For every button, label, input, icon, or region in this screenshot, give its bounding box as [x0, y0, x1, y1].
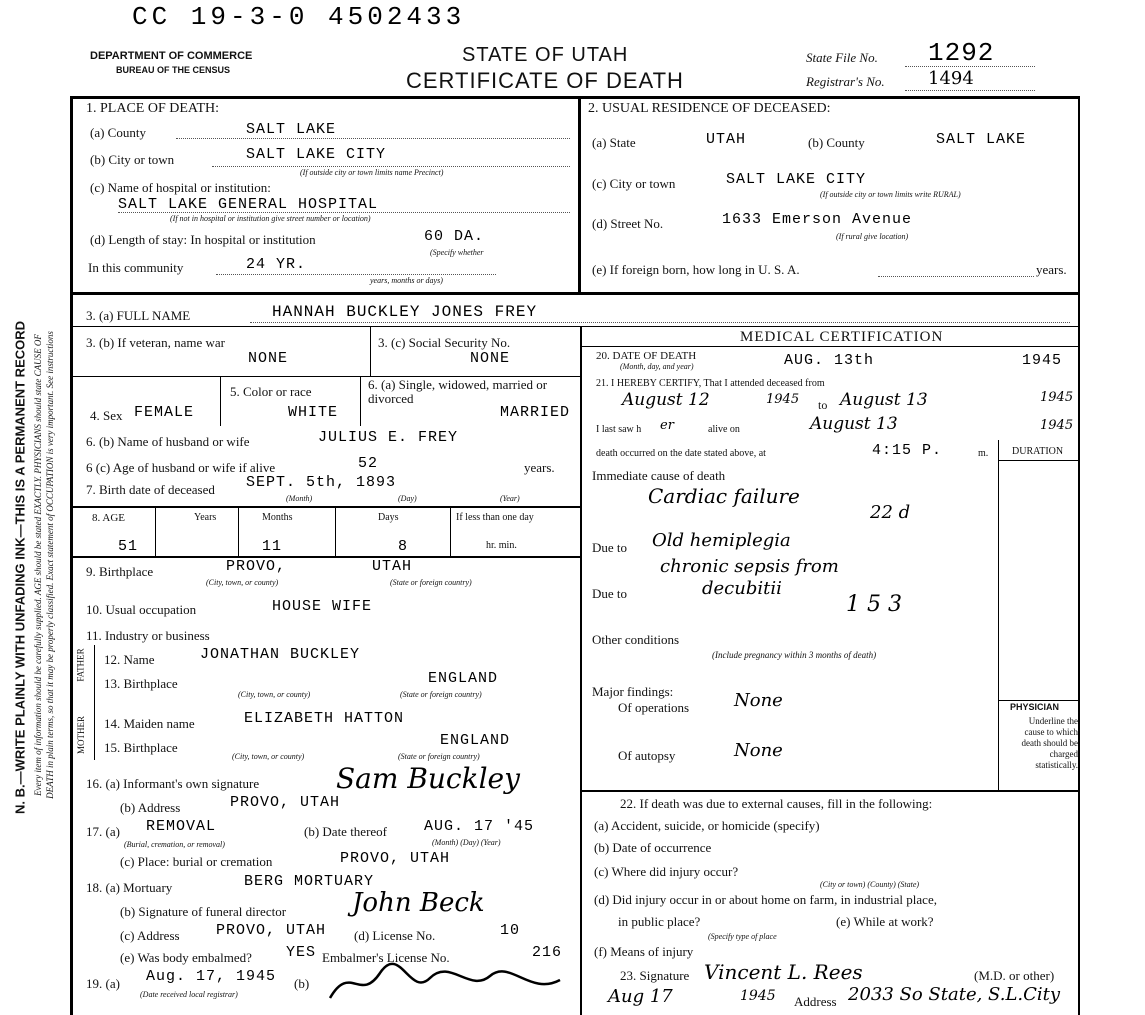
age-years-value: 51: [118, 538, 139, 555]
state-file-label: State File No.: [806, 50, 878, 65]
mother-name-value: ELIZABETH HATTON: [244, 710, 405, 727]
received-label: 19. (a): [86, 976, 120, 991]
external-causes-top: [580, 790, 1080, 792]
due-to-1-value-b: chronic sepsis from: [660, 556, 839, 577]
informant-address-label: (b) Address: [120, 800, 181, 815]
death-city-value: SALT LAKE CITY: [246, 146, 387, 163]
margin-notice-line-2: Every item of information should be carefully supplied. AGE should be stated EXACTLY. PHYSICIANS should state CAUSE OF: [33, 334, 43, 796]
last-saw-value: August 13: [810, 414, 898, 434]
parents-bracket: [94, 645, 95, 760]
father-birth-city-note: (City, town, or county): [238, 690, 311, 699]
sex-label: 4. Sex: [90, 408, 123, 423]
res-city-value: SALT LAKE CITY: [726, 171, 867, 188]
hospital-value: SALT LAKE GENERAL HOSPITAL: [118, 196, 379, 213]
res-street-value: 1633 Emerson Avenue: [722, 211, 913, 228]
community-note: years, months or days): [370, 276, 443, 285]
residence-heading: 2. USUAL RESIDENCE OF DECEASED:: [588, 101, 831, 116]
vertical-3b3c: [370, 326, 371, 376]
birthplace-label: 9. Birthplace: [86, 564, 154, 579]
informant-address-value: PROVO, UTAH: [230, 794, 341, 811]
occupation-label: 10. Usual occupation: [86, 602, 197, 617]
major-findings-label: Major findings:: [592, 684, 674, 699]
occupation-value: HOUSE WIFE: [272, 598, 373, 615]
external-d-note: (Specify type of place: [708, 932, 777, 941]
burial-place-value: PROVO, UTAH: [340, 850, 451, 867]
last-saw-pronoun: er: [660, 418, 674, 433]
mother-birth-label: 15. Birthplace: [104, 740, 178, 755]
physician-sig-year: 1945: [740, 988, 776, 1004]
mother-birth-state-note: (State or foreign country): [398, 752, 480, 761]
birth-month-note: (Month): [286, 494, 313, 503]
state-file-line: [905, 66, 1035, 67]
sex-value: FEMALE: [134, 404, 195, 421]
full-name-line: [250, 322, 1070, 323]
operations-label: Of operations: [618, 700, 690, 715]
full-name-label: 3. (a) FULL NAME: [86, 308, 191, 323]
last-saw-year: 1945: [1040, 418, 1074, 433]
dod-value: AUG. 13th: [784, 352, 875, 369]
physician-address-label: Address: [794, 994, 837, 1009]
death-time-value: 4:15 P.: [872, 442, 943, 459]
stay-note: (Specify whether: [430, 248, 484, 257]
medical-heading: MEDICAL CERTIFICATION: [740, 329, 944, 345]
veteran-value: NONE: [248, 350, 289, 367]
external-e: (e) While at work?: [836, 914, 934, 929]
dod-note: (Month, day, and year): [620, 362, 694, 371]
immediate-cause-label: Immediate cause of death: [592, 468, 726, 483]
age-col-4: [450, 506, 451, 556]
external-a: (a) Accident, suicide, or homicide (specify): [594, 818, 820, 833]
stamped-file-number: CC 19-3-0 4502433: [132, 2, 466, 32]
spouse-label: 6. (b) Name of husband or wife: [86, 434, 250, 449]
industry-label: 11. Industry or business: [86, 628, 210, 643]
burial-place-label: (c) Place: burial or cremation: [120, 854, 273, 869]
dod-label: 20. DATE OF DEATH: [596, 350, 697, 362]
attended-from-year: 1945: [766, 392, 800, 407]
full-name-value: HANNAH BUCKLEY JONES FREY: [272, 303, 538, 321]
registrar-signature-scribble: [320, 958, 570, 1008]
received-value: Aug. 17, 1945: [146, 968, 277, 985]
community-label: In this community: [88, 260, 184, 275]
physician-box-top: [998, 700, 1078, 701]
birthplace-city-value: PROVO,: [226, 558, 287, 575]
age-col-1: [155, 506, 156, 556]
birth-date-value: SEPT. 5th, 1893: [246, 474, 397, 491]
birthplace-city-note: (City, town, or county): [206, 578, 279, 587]
duration-col: [998, 440, 999, 790]
res-city-note: (If outside city or town limits write RURAL): [820, 190, 961, 199]
birthplace-state-value: UTAH: [372, 558, 413, 575]
state-heading: STATE OF UTAH: [462, 44, 629, 66]
md-label: (M.D. or other): [974, 968, 1055, 983]
duration-1: 22 d: [870, 502, 911, 523]
informant-signature: Sam Buckley: [336, 762, 520, 795]
registrar-sig-label: (b): [294, 976, 310, 991]
state-file-number: 1292: [928, 38, 995, 68]
duration-head-bottom: [998, 460, 1078, 461]
marital-label: 6. (a) Single, widowed, married or divorced: [368, 377, 548, 406]
disposition-date-label: (b) Date thereof: [304, 824, 388, 839]
embalmer-label: Embalmer's License No.: [322, 950, 450, 965]
res-foreign-suffix: years.: [1036, 262, 1067, 277]
informant-sig-label: 16. (a) Informant's own signature: [86, 776, 260, 791]
mortuary-value: BERG MORTUARY: [244, 873, 375, 890]
registrar-number: 1494: [928, 68, 974, 89]
spouse-age-suffix: years.: [524, 460, 555, 475]
director-sig-label: (b) Signature of funeral director: [120, 904, 287, 919]
frame-middle-lower: [580, 326, 582, 1015]
father-birth-state-note: (State or foreign country): [400, 690, 482, 699]
father-tag: FATHER: [75, 648, 86, 682]
mother-name-label: 14. Maiden name: [104, 716, 195, 731]
death-city-note: (If outside city or town limits name Precinct): [300, 168, 444, 177]
physician-note: Underline the cause to which death should be charged statistically.: [1021, 716, 1078, 770]
spouse-value: JULIUS E. FREY: [318, 429, 459, 446]
other-conditions-label: Other conditions: [592, 632, 680, 647]
attended-to-year: 1945: [1040, 390, 1074, 405]
to-label: to: [818, 398, 828, 412]
frame-right: [1078, 96, 1080, 1015]
margin-notice-line-3: DEATH in plain terms, so that it may be properly classified. Exact statement of OCCUPATION is very important. See instructions: [45, 331, 55, 799]
registrar-line: [905, 90, 1035, 91]
embalmed-value: YES: [286, 944, 317, 961]
frame-section-break: [70, 292, 1080, 295]
death-county-line: [176, 138, 570, 139]
age-hr-min: hr. min.: [486, 540, 517, 551]
received-note: (Date received local registrar): [140, 990, 238, 999]
age-col-less-day: If less than one day: [456, 512, 534, 523]
due-to-2-value: decubitii: [702, 578, 782, 599]
other-conditions-note: (Include pregnancy within 3 months of death): [712, 650, 877, 660]
disposition-date-value: AUG. 17 '45: [424, 818, 535, 835]
autopsy-label: Of autopsy: [618, 748, 676, 763]
marital-value: MARRIED: [500, 404, 571, 421]
stay-label: (d) Length of stay: In hospital or institution: [90, 232, 316, 247]
father-name-label: 12. Name: [104, 652, 155, 667]
external-d: (d) Did injury occur in or about home on farm, in industrial place,: [594, 892, 937, 907]
physician-signature: Vincent L. Rees: [704, 960, 863, 984]
birth-day-note: (Day): [398, 494, 417, 503]
mother-tag: MOTHER: [76, 716, 86, 754]
attended-from: August 12: [622, 390, 710, 410]
name-row-bottom: [70, 326, 1080, 327]
frame-top: [70, 96, 1080, 99]
external-c-note: (City or town) (County) (State): [820, 880, 920, 889]
res-state-value: UTAH: [706, 131, 747, 148]
margin-notice: [0, 0, 80, 1015]
death-city-line: [212, 166, 570, 167]
age-months-value: 11: [262, 538, 283, 555]
father-name-value: JONATHAN BUCKLEY: [200, 646, 361, 663]
attended-to: August 13: [840, 390, 928, 410]
res-foreign-line: [878, 276, 1034, 277]
age-col-years: Years: [194, 512, 217, 523]
external-d2: in public place?: [618, 914, 701, 929]
ssn-label: 3. (c) Social Security No.: [378, 335, 511, 350]
place-of-death-heading: 1. PLACE OF DEATH:: [86, 101, 220, 116]
department-label: DEPARTMENT OF COMMERCE: [90, 50, 253, 62]
res-city-label: (c) City or town: [592, 176, 676, 191]
veteran-label: 3. (b) If veteran, name war: [86, 335, 225, 350]
disposition-note: (Burial, cremation, or removal): [124, 840, 225, 849]
physician-sig-label: 23. Signature: [620, 968, 690, 983]
mortuary-address-label: (c) Address: [120, 928, 180, 943]
frame-middle-top: [578, 96, 581, 292]
hospital-note: (If not in hospital or institution give street number or location): [170, 214, 371, 223]
birthplace-state-note: (State or foreign country): [390, 578, 472, 587]
mortuary-address-value: PROVO, UTAH: [216, 922, 327, 939]
age-col-3: [335, 506, 336, 556]
last-saw-label: I last saw h: [596, 424, 642, 435]
community-value: 24 YR.: [246, 256, 307, 273]
duration-2: 1 5 3: [846, 592, 902, 617]
spouse-age-label: 6 (c) Age of husband or wife if alive: [86, 460, 276, 475]
ssn-value: NONE: [470, 350, 511, 367]
director-signature: John Beck: [352, 888, 485, 918]
birth-date-label: 7. Birth date of deceased: [86, 482, 215, 497]
duration-header: DURATION: [1012, 446, 1064, 457]
age-label: 8. AGE: [92, 512, 125, 524]
res-county-value: SALT LAKE: [936, 131, 1027, 148]
hospital-line: [118, 212, 570, 213]
mother-birth-value: ENGLAND: [440, 732, 511, 749]
father-birth-label: 13. Birthplace: [104, 676, 178, 691]
physician-address-value: 2033 So State, S.L.City: [848, 984, 1061, 1005]
immediate-cause-value: Cardiac failure: [648, 484, 800, 508]
physician-sig-date: Aug 17: [608, 986, 673, 1007]
bureau-label: BUREAU OF THE CENSUS: [116, 65, 231, 75]
spouse-age-value: 52: [358, 455, 379, 472]
external-f: (f) Means of injury: [594, 944, 694, 959]
community-line: [216, 274, 496, 275]
external-b: (b) Date of occurrence: [594, 840, 712, 855]
margin-notice-line-1: N. B.—WRITE PLAINLY WITH UNFADING INK—THIS IS A PERMANENT RECORD: [12, 320, 28, 815]
age-col-2: [238, 506, 239, 556]
license-value: 10: [500, 922, 521, 939]
age-col-months: Months: [262, 512, 293, 523]
father-birth-value: ENGLAND: [428, 670, 499, 687]
alive-on-label: alive on: [708, 424, 740, 435]
vertical-race-marital: [360, 376, 361, 426]
license-label: (d) License No.: [354, 928, 436, 943]
embalmer-value: 216: [532, 944, 563, 961]
death-time-label: death occurred on the date stated above, at: [596, 448, 766, 459]
death-time-suffix: m.: [978, 448, 989, 459]
county-label: (a) County: [90, 125, 146, 140]
age-box-top: [70, 506, 580, 508]
dod-year: 1945: [1022, 352, 1063, 369]
res-state-label: (a) State: [592, 135, 636, 150]
mortuary-label: 18. (a) Mortuary: [86, 880, 173, 895]
res-foreign-label: (e) If foreign born, how long in U. S. A.: [592, 262, 800, 277]
registrar-label: Registrar's No.: [806, 74, 885, 89]
res-street-label: (d) Street No.: [592, 216, 664, 231]
age-col-days: Days: [378, 512, 399, 523]
external-heading: 22. If death was due to external causes, fill in the following:: [620, 796, 933, 811]
page-title: CERTIFICATE OF DEATH: [406, 68, 684, 93]
operations-value: None: [734, 690, 783, 711]
external-c: (c) Where did injury occur?: [594, 864, 739, 879]
hospital-label: (c) Name of hospital or institution:: [90, 180, 271, 195]
embalmed-label: (e) Was body embalmed?: [120, 950, 252, 965]
res-street-note: (If rural give location): [836, 232, 909, 241]
city-label: (b) City or town: [90, 152, 175, 167]
age-days-value: 8: [398, 538, 409, 555]
medical-heading-bottom: [580, 346, 1080, 347]
race-label: 5. Color or race: [230, 384, 312, 399]
disposition-date-note: (Month) (Day) (Year): [432, 838, 501, 847]
disposition-label: 17. (a): [86, 824, 120, 839]
certify-label: 21. I HEREBY CERTIFY, That I attended deceased from: [596, 378, 825, 389]
age-box-bottom: [70, 556, 580, 558]
mother-birth-city-note: (City, town, or county): [232, 752, 305, 761]
due-to-2-label: Due to: [592, 586, 628, 601]
vertical-sex-race: [220, 376, 221, 426]
disposition-value: REMOVAL: [146, 818, 217, 835]
birth-year-note: (Year): [500, 494, 520, 503]
race-value: WHITE: [288, 404, 339, 421]
due-to-1-label: Due to: [592, 540, 628, 555]
res-county-label: (b) County: [808, 135, 865, 150]
due-to-1-value: Old hemiplegia: [652, 530, 791, 551]
death-county-value: SALT LAKE: [246, 121, 337, 138]
autopsy-value: None: [734, 740, 783, 761]
stay-value: 60 DA.: [424, 228, 485, 245]
physician-header: PHYSICIAN: [1010, 702, 1060, 712]
